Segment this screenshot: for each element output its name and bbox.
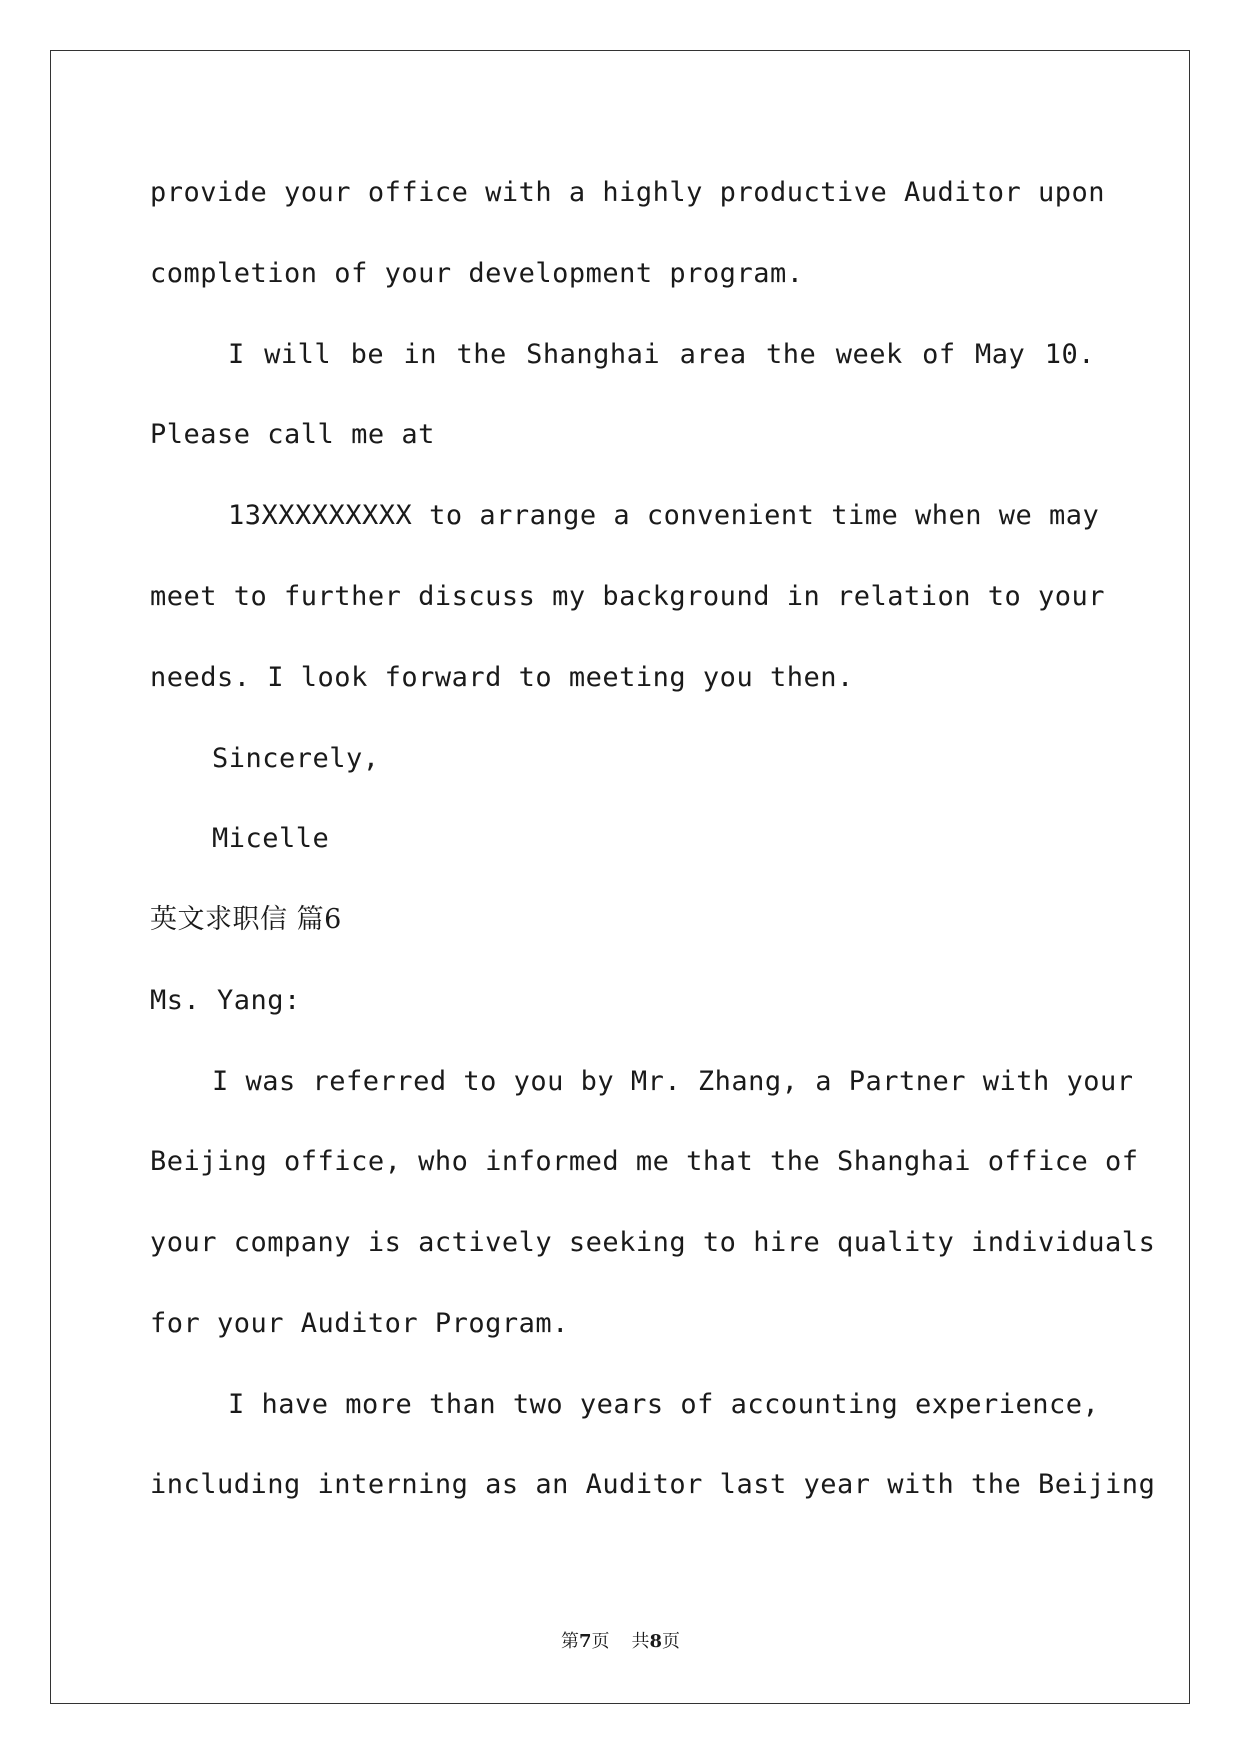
body-line: 13XXXXXXXXX to arrange a convenient time when we may [228, 500, 1100, 531]
body-line: for your Auditor Program. [150, 1308, 569, 1339]
page-border [50, 50, 1190, 1704]
body-line: I was referred to you by Mr. Zhang, a Partner with your [212, 1066, 1134, 1097]
body-line: your company is actively seeking to hire quality individuals [150, 1227, 1156, 1258]
body-line: I will be in the Shanghai area the week of May 10. [228, 339, 1095, 370]
closing-line: Sincerely, [212, 743, 380, 774]
total-prefix: 共 [631, 1631, 650, 1652]
body-line: completion of your development program. [150, 258, 804, 289]
current-page-number: 7 [578, 1631, 592, 1652]
body-line: Beijing office, who informed me that the Shanghai office of [150, 1146, 1139, 1177]
body-line: I have more than two years of accounting experience, [228, 1389, 1100, 1420]
body-line: Please call me at [150, 419, 435, 450]
body-line: meet to further discuss my background in relation to your [150, 581, 1106, 612]
signature-name: Micelle [212, 823, 330, 854]
total-page-number: 8 [649, 1631, 663, 1652]
page-suffix: 页 [591, 1631, 610, 1652]
total-suffix: 页 [662, 1631, 681, 1652]
salutation: Ms. Yang: [150, 985, 301, 1016]
body-line: needs. I look forward to meeting you then. [150, 662, 854, 693]
section-heading: 英文求职信 篇6 [150, 904, 342, 935]
page-prefix: 第 [560, 1631, 579, 1652]
body-line: including interning as an Auditor last year with the Beijing [150, 1469, 1156, 1500]
body-line: provide your office with a highly productive Auditor upon [150, 177, 1106, 208]
page-footer [0, 1627, 1241, 1653]
